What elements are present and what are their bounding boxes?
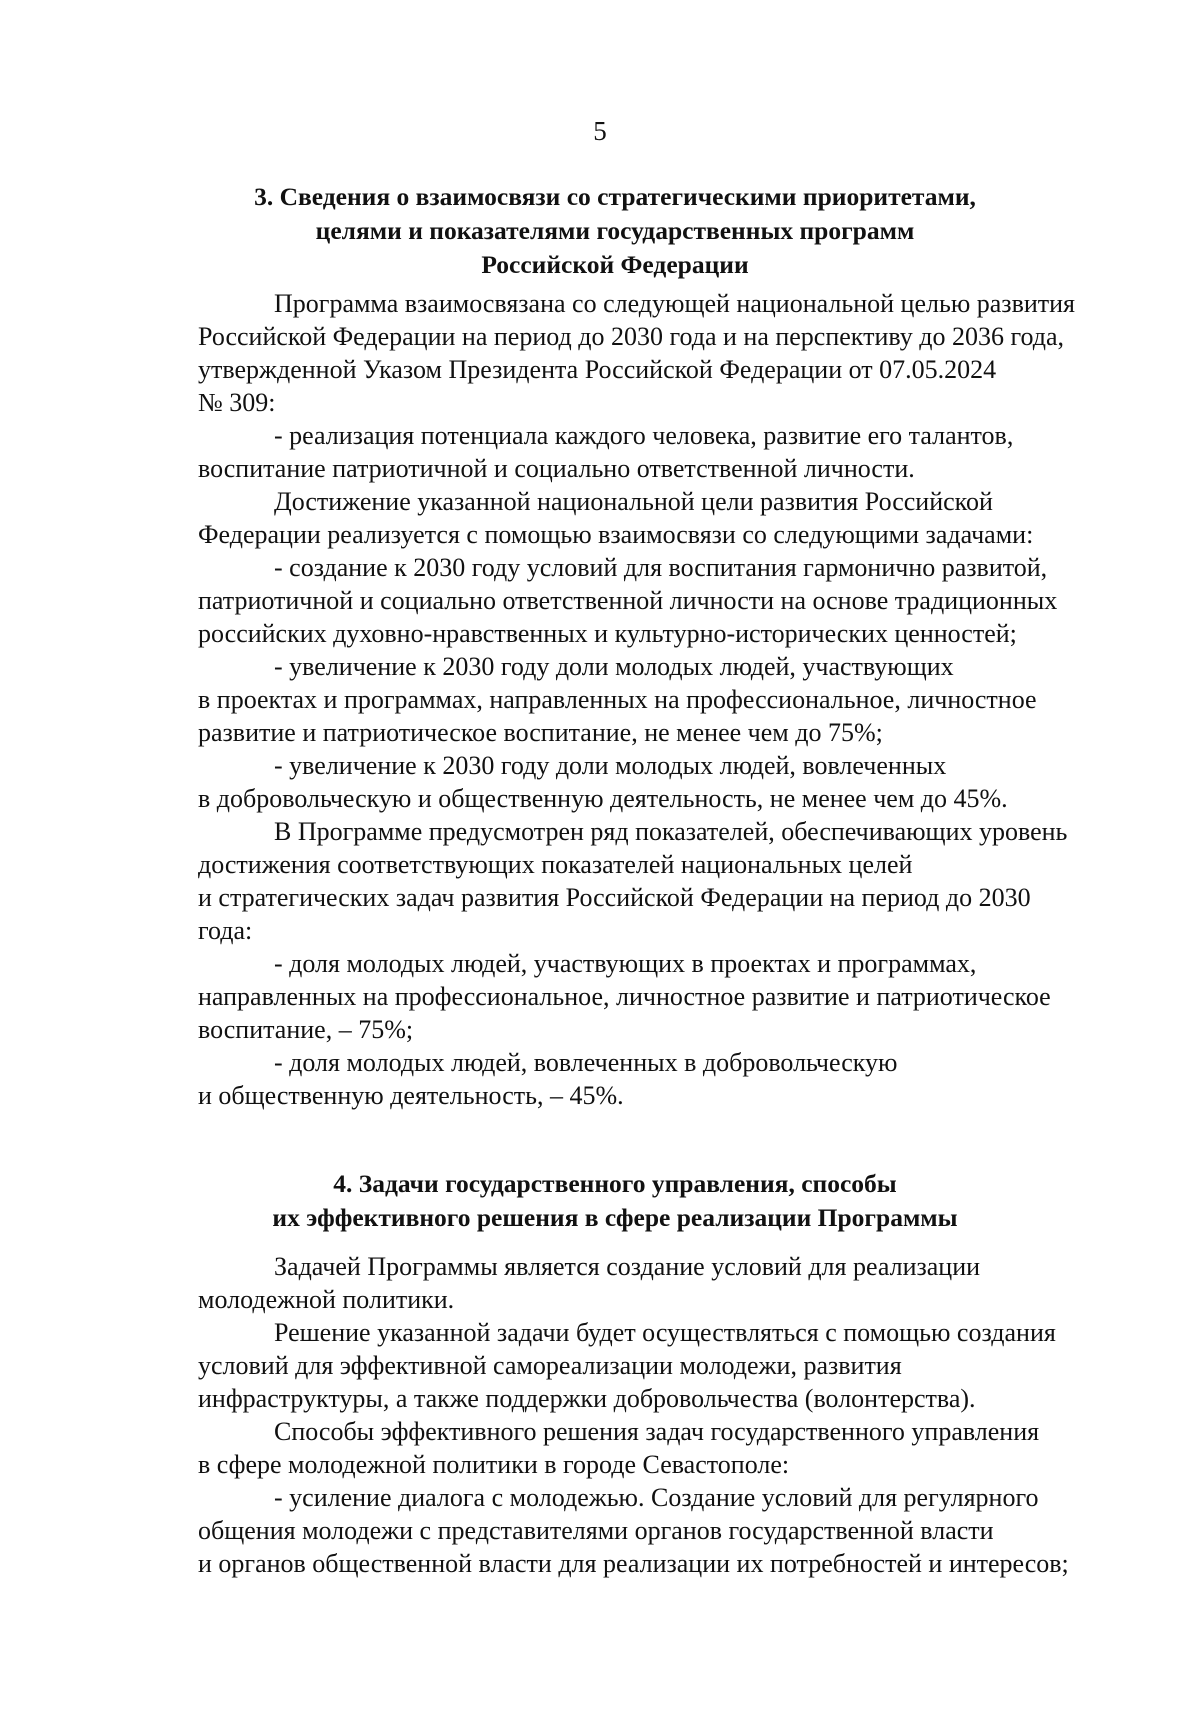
text-line: развитие и патриотическое воспитание, не менее чем до 75%; — [198, 718, 883, 747]
text-line: Решение указанной задачи будет осуществляться с помощью создания — [274, 1318, 1056, 1347]
paragraph — [198, 1046, 1158, 1112]
paragraph — [198, 551, 1158, 650]
text-line: Российской Федерации на период до 2030 года и на перспективу до 2036 года, — [198, 322, 1065, 351]
text-line: утвержденной Указом Президента Российской Федерации от 07.05.2024 — [198, 355, 997, 384]
text-line: в проектах и программах, направленных на профессиональное, личностное — [198, 685, 1037, 714]
text-line: Способы эффективного решения задач государственного управления — [274, 1417, 1040, 1446]
heading-line: целями и показателями государственных программ — [315, 216, 915, 245]
paragraph — [198, 815, 1158, 947]
paragraph — [198, 749, 1158, 815]
paragraph — [198, 650, 1158, 749]
text-line: Задачей Программы является создание условий для реализации — [274, 1252, 981, 1281]
text-line: - усиление диалога с молодежью. Создание условий для регулярного — [274, 1483, 1039, 1512]
heading-line: их эффективного решения в сфере реализации Программы — [272, 1203, 958, 1232]
text-line: инфраструктуры, а также поддержки добровольчества (волонтерства). — [198, 1384, 976, 1413]
text-line: воспитание патриотичной и социально ответственной личности. — [198, 454, 915, 483]
text-line: - доля молодых людей, участвующих в проектах и программах, — [274, 949, 977, 978]
heading-line: Российской Федерации — [481, 250, 749, 279]
section-3-body — [198, 287, 1158, 1112]
text-line: достижения соответствующих показателей национальных целей — [198, 850, 913, 879]
text-line: общения молодежи с представителями органов государственной власти — [198, 1516, 994, 1545]
section-4-body — [198, 1250, 1158, 1580]
paragraph — [198, 1250, 1158, 1316]
text-line: Программа взаимосвязана со следующей национальной целью развития — [274, 289, 1075, 318]
heading-line: 3. Сведения о взаимосвязи со стратегическими приоритетами, — [254, 182, 976, 211]
paragraph — [198, 1415, 1158, 1481]
text-line: № 309: — [198, 388, 276, 417]
text-line: - увеличение к 2030 году доли молодых людей, вовлеченных — [274, 751, 947, 780]
text-line: направленных на профессиональное, личностное развитие и патриотическое — [198, 982, 1051, 1011]
text-line: в добровольческую и общественную деятельность, не менее чем до 45%. — [198, 784, 1008, 813]
text-line: Федерации реализуется с помощью взаимосвязи со следующими задачами: — [198, 520, 1034, 549]
text-line: патриотичной и социально ответственной личности на основе традиционных — [198, 586, 1058, 615]
text-line: В Программе предусмотрен ряд показателей, обеспечивающих уровень — [274, 817, 1068, 846]
text-line: и стратегических задач развития Российской Федерации на период до 2030 — [198, 883, 1031, 912]
text-line: - доля молодых людей, вовлеченных в добровольческую — [274, 1048, 898, 1077]
paragraph — [198, 1316, 1158, 1415]
text-line: - создание к 2030 году условий для воспитания гармонично развитой, — [274, 553, 1048, 582]
text-line: воспитание, – 75%; — [198, 1015, 414, 1044]
page-number: 5 — [593, 116, 607, 146]
text-line: Достижение указанной национальной цели развития Российской — [274, 487, 993, 516]
section-4-heading — [165, 1167, 1065, 1235]
text-line: и органов общественной власти для реализации их потребностей и интересов; — [198, 1549, 1069, 1578]
text-line: года: — [198, 916, 253, 945]
paragraph — [198, 287, 1158, 419]
paragraph — [198, 485, 1158, 551]
paragraph — [198, 419, 1158, 485]
text-line: в сфере молодежной политики в городе Севастополе: — [198, 1450, 790, 1479]
section-3-heading — [165, 180, 1065, 282]
text-line: российских духовно-нравственных и культурно-исторических ценностей; — [198, 619, 1017, 648]
paragraph — [198, 947, 1158, 1046]
text-line: молодежной политики. — [198, 1285, 455, 1314]
text-line: и общественную деятельность, – 45%. — [198, 1081, 624, 1110]
text-line: условий для эффективной самореализации молодежи, развития — [198, 1351, 902, 1380]
text-line: - увеличение к 2030 году доли молодых людей, участвующих — [274, 652, 954, 681]
paragraph — [198, 1481, 1158, 1580]
text-line: - реализация потенциала каждого человека, развитие его талантов, — [274, 421, 1014, 450]
heading-line: 4. Задачи государственного управления, способы — [333, 1169, 897, 1198]
